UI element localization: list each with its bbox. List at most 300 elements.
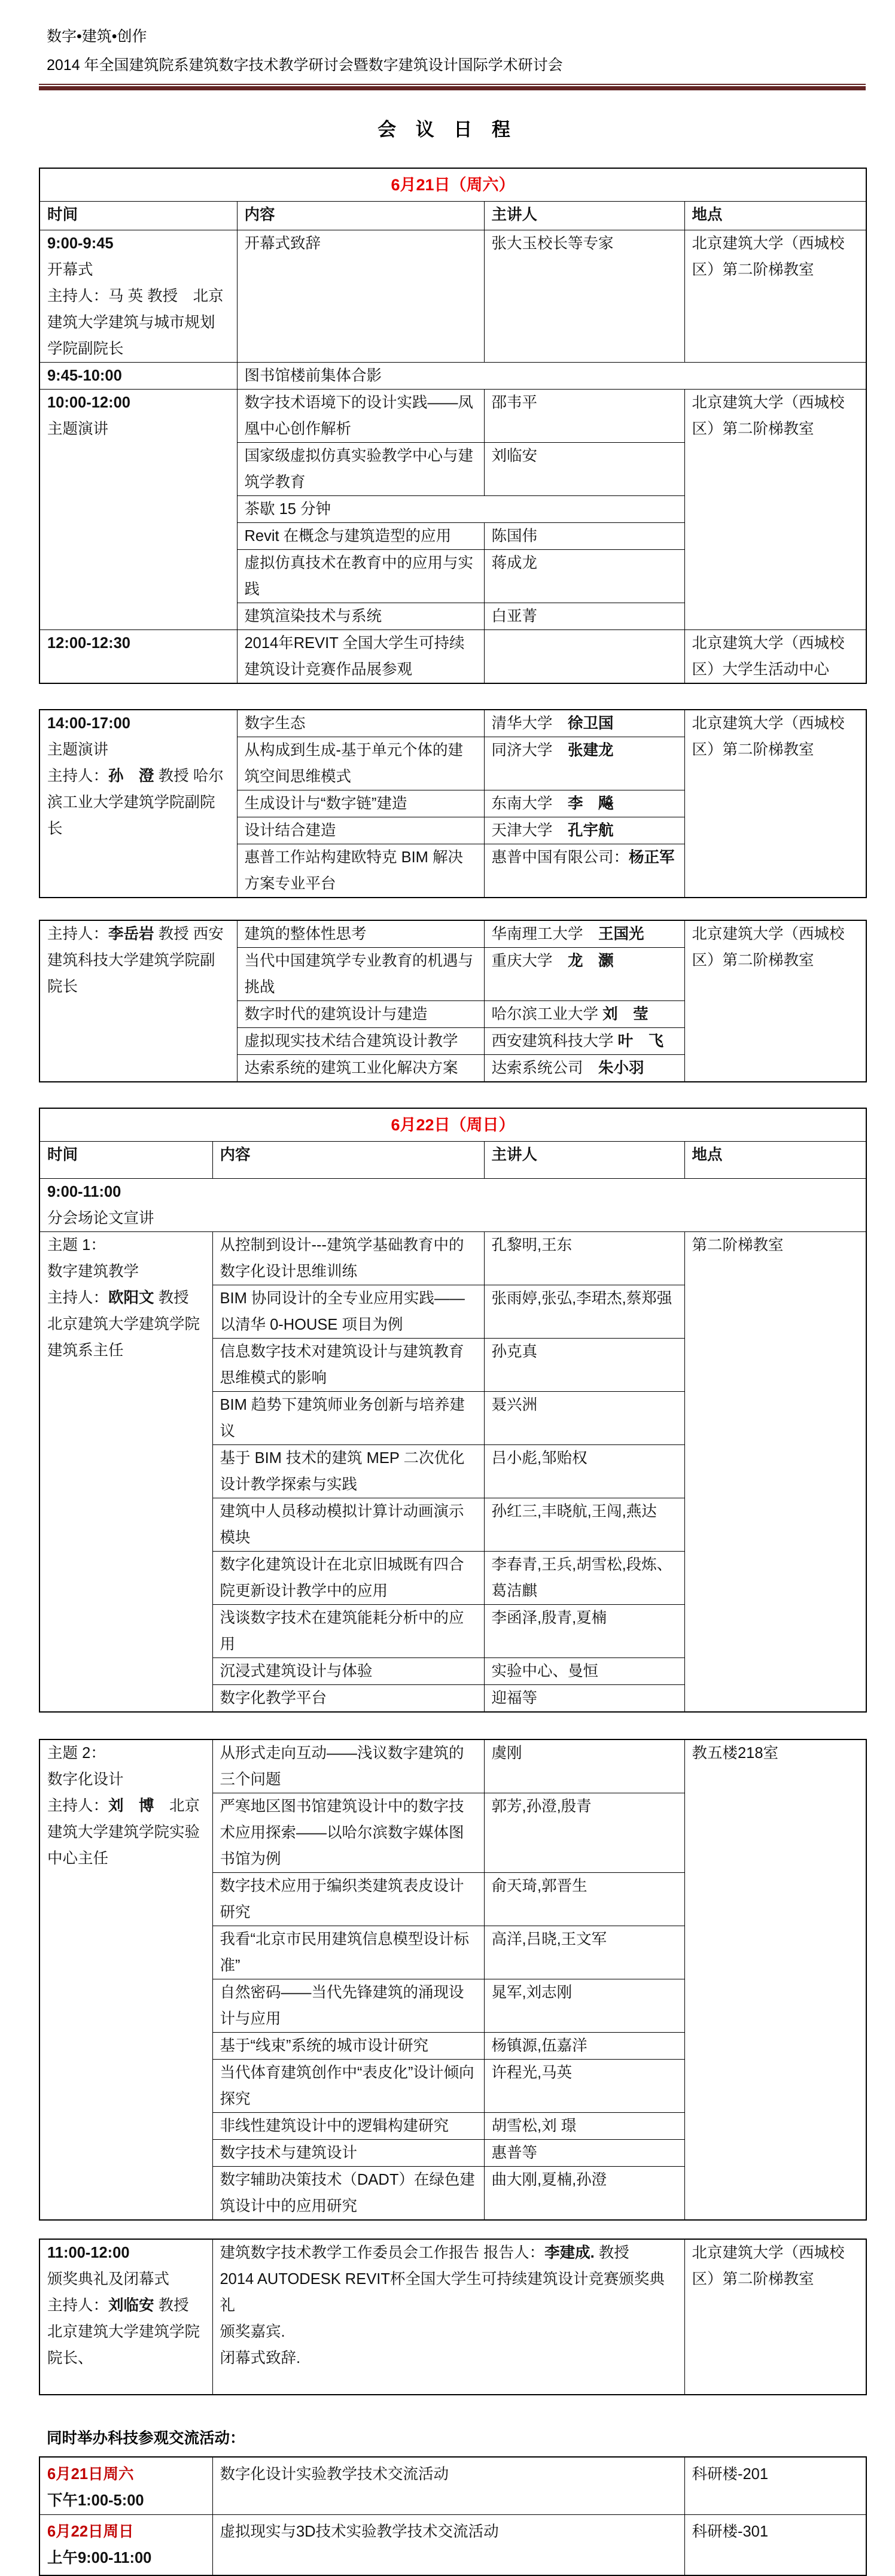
text-segment: 李春青,王兵,胡雪松,段炼、葛洁麒 xyxy=(491,1556,672,1599)
time-cell xyxy=(39,363,237,390)
text-segment: 天津大学 xyxy=(491,822,568,839)
text-segment: 俞天琦,郭晋生 xyxy=(491,1878,587,1894)
text-segment: 李 飚 xyxy=(568,795,614,812)
text-segment: 12:00-12:30 xyxy=(47,635,130,652)
room-cell xyxy=(684,2514,866,2575)
content-cell xyxy=(212,1979,484,2033)
text-segment: 主持人：马 英 教授 北京建筑大学建筑与城市规划学院副院长 xyxy=(47,288,224,357)
text-segment: 时间 xyxy=(47,206,78,223)
text-segment: 徐卫国 xyxy=(568,715,614,732)
paragraph xyxy=(492,1658,677,1684)
text-segment: 开幕式致辞 xyxy=(244,235,321,252)
paragraph xyxy=(492,710,677,737)
paragraph xyxy=(492,1028,677,1054)
text-segment: Revit 在概念与建筑造型的应用 xyxy=(244,528,452,545)
paragraph xyxy=(245,921,477,947)
text-segment: 李建成. xyxy=(544,2245,595,2261)
paragraph xyxy=(492,2113,677,2139)
col-header-content xyxy=(237,202,484,230)
text-segment: 2014年REVIT 全国大学生可持续建筑设计竞赛作品展参观 xyxy=(244,635,465,678)
text-segment: 数字建筑教学 xyxy=(47,1263,139,1280)
text-segment: 主题 2： xyxy=(47,1745,106,1762)
text-segment: 建筑中人员移动模拟计算计动画演示模块 xyxy=(220,1503,464,1546)
text-segment: 龙 灏 xyxy=(568,953,614,969)
paragraph xyxy=(47,2487,205,2514)
paragraph xyxy=(47,416,230,442)
paragraph xyxy=(492,737,677,764)
speaker-cell xyxy=(484,1739,684,1793)
text-segment: 聂兴洲 xyxy=(491,1397,538,1413)
table-row xyxy=(39,1179,866,1232)
paragraph xyxy=(47,1205,859,1231)
text-segment: 当代中国建筑学专业教育的机遇与挑战 xyxy=(244,953,474,996)
paragraph xyxy=(47,283,230,362)
paragraph xyxy=(692,202,859,228)
paragraph xyxy=(220,2461,677,2487)
text-segment: 主持人： xyxy=(47,1289,109,1306)
paragraph xyxy=(47,390,230,416)
speaker-cell xyxy=(484,948,684,1001)
text-segment: 严寒地区图书馆建筑设计中的数字技术应用探索——以哈尔滨数字媒体图书馆为例 xyxy=(220,1798,464,1868)
paragraph xyxy=(692,230,859,283)
speaker-cell xyxy=(484,1445,684,1498)
paragraph xyxy=(220,1658,477,1684)
paragraph xyxy=(692,630,859,683)
speaker-cell xyxy=(484,1285,684,1339)
text-segment: 主讲人 xyxy=(491,1146,538,1163)
paragraph xyxy=(47,2519,205,2545)
text-segment: 清华大学 xyxy=(491,715,568,732)
text-segment: 闭幕式致辞. xyxy=(220,2350,301,2367)
schedule-table-day1-morning xyxy=(39,168,867,684)
content-cell xyxy=(237,737,484,790)
speaker-cell xyxy=(484,710,684,737)
text-segment: 李岳岩 xyxy=(108,926,154,942)
table-row xyxy=(39,1739,866,1793)
content-cell xyxy=(212,1232,484,1285)
content-cell xyxy=(212,1498,484,1552)
text-segment: 从形式走向互动——浅议数字建筑的三个问题 xyxy=(220,1745,464,1788)
speaker-cell xyxy=(484,1605,684,1658)
text-segment: 张雨婷,张弘,李珺杰,蔡郑强 xyxy=(491,1290,672,1307)
paragraph xyxy=(692,2461,859,2487)
paragraph xyxy=(492,1055,677,1081)
content-cell xyxy=(237,230,484,363)
paragraph xyxy=(492,1740,677,1766)
paragraph xyxy=(47,710,230,737)
content-cell xyxy=(212,2167,484,2221)
text-segment: 11:00-12:00 xyxy=(47,2245,130,2261)
time-cell xyxy=(39,2239,212,2395)
text-segment: 基于 BIM 技术的建筑 MEP 二次优化设计教学探索与实践 xyxy=(220,1450,465,1493)
activity-cell xyxy=(212,2457,684,2514)
session-cell xyxy=(39,1179,866,1232)
content-cell xyxy=(237,920,484,948)
speaker-cell xyxy=(484,1979,684,2033)
paragraph xyxy=(492,230,677,257)
text-segment: 邵韦平 xyxy=(491,394,538,411)
paragraph xyxy=(245,363,859,389)
text-segment: 9:45-10:00 xyxy=(47,367,122,384)
text-segment: 惠普中国有限公司： xyxy=(491,849,629,866)
text-segment: 数字化教学平台 xyxy=(220,1690,327,1707)
paragraph xyxy=(245,603,477,629)
time-cell xyxy=(39,630,237,684)
paragraph xyxy=(220,1552,477,1604)
paragraph xyxy=(47,1766,205,1793)
text-segment: 刘 莹 xyxy=(602,1006,649,1023)
content-cell xyxy=(212,2239,684,2395)
paragraph xyxy=(492,390,677,416)
paragraph xyxy=(245,844,477,897)
column-header-row xyxy=(39,202,866,230)
paragraph xyxy=(220,2319,677,2345)
content-cell xyxy=(212,1658,484,1685)
paragraph xyxy=(220,2060,477,2112)
text-segment: 主持人： xyxy=(47,1798,109,1814)
paragraph xyxy=(220,1392,477,1444)
content-cell xyxy=(212,1793,484,1873)
col-header-content xyxy=(212,1142,484,1179)
text-segment: 教授 哈尔滨工业大学建筑学院副院长 xyxy=(47,768,224,837)
paragraph xyxy=(245,523,477,549)
paragraph xyxy=(47,630,230,656)
table-row xyxy=(39,2514,866,2575)
paragraph xyxy=(492,1001,677,1027)
text-segment: 数字技术语境下的设计实践——凤凰中心创作解析 xyxy=(244,394,474,437)
text-segment: 数字化设计 xyxy=(47,1771,124,1788)
text-segment: 内容 xyxy=(220,1146,251,1163)
paragraph xyxy=(692,921,859,974)
content-cell xyxy=(212,1552,484,1605)
speaker-cell xyxy=(484,844,684,898)
paragraph xyxy=(245,948,477,1000)
text-segment: 地点 xyxy=(692,206,723,223)
paragraph xyxy=(692,1142,859,1168)
series-title: 数字•建筑•创作 xyxy=(47,28,147,45)
paragraph xyxy=(220,1873,477,1926)
text-segment: 朱小羽 xyxy=(598,1060,644,1076)
text-segment: 陈国伟 xyxy=(491,528,538,545)
table-row xyxy=(39,710,866,737)
paragraph xyxy=(492,2060,677,2086)
text-segment: 科研楼-201 xyxy=(692,2466,769,2483)
text-segment: 沉浸式建筑设计与体验 xyxy=(220,1663,373,1680)
paragraph xyxy=(245,390,477,442)
table-row xyxy=(39,920,866,948)
paragraph xyxy=(47,1179,859,1205)
paragraph xyxy=(692,2519,859,2545)
content-cell xyxy=(237,710,484,737)
table-row xyxy=(39,2239,866,2395)
text-segment: 6月21日（周六） xyxy=(391,176,515,194)
text-segment: 主持人： xyxy=(47,768,109,784)
paragraph xyxy=(245,443,477,495)
text-segment: 胡雪松,刘 璟 xyxy=(491,2118,577,2134)
paragraph xyxy=(47,2545,205,2571)
schedule-table-day2-closing xyxy=(39,2239,867,2395)
speaker-cell xyxy=(484,1552,684,1605)
side-activities-table-container xyxy=(0,2456,895,2576)
schedule-table-day2-topic2 xyxy=(39,1739,867,2221)
text-segment: 吕小彪,邹贻权 xyxy=(491,1450,587,1467)
text-segment: 6月21日周六 xyxy=(47,2466,134,2483)
paragraph xyxy=(47,2292,205,2371)
text-segment: 数字时代的建筑设计与建造 xyxy=(244,1006,428,1023)
paragraph xyxy=(47,2266,205,2292)
paragraph xyxy=(492,1552,677,1604)
location-cell xyxy=(684,920,866,1082)
text-segment: 数字技术与建筑设计 xyxy=(220,2145,358,2161)
paragraph xyxy=(245,550,477,603)
side-activities-table xyxy=(39,2456,867,2576)
conference-title: 2014 年全国建筑院系建筑数字技术教学研讨会暨数字建筑设计国际学术研讨会 xyxy=(47,57,563,74)
col-header-location xyxy=(684,1142,866,1179)
text-segment: 迎福等 xyxy=(491,1690,538,1707)
table-row xyxy=(39,390,866,443)
paragraph xyxy=(47,921,230,1000)
table-row xyxy=(39,363,866,390)
content-cell xyxy=(212,1873,484,1926)
speaker-cell xyxy=(484,1055,684,1082)
location-cell xyxy=(684,1232,866,1713)
paragraph xyxy=(245,496,677,522)
text-segment: 9:00-11:00 xyxy=(47,1184,121,1200)
col-header-speaker xyxy=(484,1142,684,1179)
text-segment: 欧阳文 xyxy=(108,1289,154,1306)
text-segment: 主题 1： xyxy=(47,1237,106,1254)
content-cell xyxy=(237,1055,484,1082)
text-segment: 从构成到生成-基于单元个体的建筑空间思维模式 xyxy=(244,742,463,785)
paragraph xyxy=(220,1605,477,1657)
paragraph xyxy=(245,790,477,817)
paragraph xyxy=(220,1232,477,1285)
speaker-cell xyxy=(484,2167,684,2221)
schedule-table-day2-main xyxy=(39,1108,867,1713)
content-cell xyxy=(237,603,484,630)
text-segment: 曲大刚,夏楠,孙澄 xyxy=(491,2171,607,2188)
paragraph xyxy=(492,1339,677,1365)
day-header xyxy=(39,1108,866,1142)
table-row xyxy=(39,2457,866,2514)
paragraph xyxy=(220,2140,477,2166)
text-segment: 9:00-9:45 xyxy=(47,235,114,252)
paragraph xyxy=(492,1142,677,1168)
speaker-cell xyxy=(484,1232,684,1285)
text-segment: 数字技术应用于编织类建筑表皮设计研究 xyxy=(220,1878,464,1921)
text-segment: 达索系统公司 xyxy=(491,1060,599,1076)
content-cell xyxy=(212,1339,484,1392)
text-segment: 同济大学 xyxy=(491,742,568,759)
text-segment: 白亚菁 xyxy=(491,608,538,625)
speaker-cell xyxy=(484,790,684,817)
content-cell xyxy=(237,948,484,1001)
text-segment: 建筑渲染技术与系统 xyxy=(244,608,382,625)
content-cell xyxy=(212,1285,484,1339)
text-segment: 6月22日（周日） xyxy=(391,1116,515,1134)
text-segment: 下午1:00-5:00 xyxy=(47,2492,144,2509)
paragraph xyxy=(492,948,677,974)
text-segment: 张大玉校长等专家 xyxy=(491,235,614,252)
text-segment: 刘临安 xyxy=(491,448,538,464)
text-segment: 王国光 xyxy=(598,926,644,942)
schedule-table-day1-session2 xyxy=(39,920,867,1082)
text-segment: 建筑的整体性思考 xyxy=(244,926,367,942)
text-segment: 浅谈数字技术在建筑能耗分析中的应用 xyxy=(220,1610,464,1653)
day-header xyxy=(39,168,866,202)
speaker-cell xyxy=(484,2033,684,2060)
text-segment: 张建龙 xyxy=(568,742,614,759)
speaker-cell xyxy=(484,2060,684,2113)
paragraph xyxy=(492,921,677,947)
column-header-row xyxy=(39,1142,866,1179)
page-title: 会 议 日 程 xyxy=(378,119,517,140)
text-segment: 孔黎明,王东 xyxy=(491,1237,573,1254)
table-row xyxy=(39,230,866,363)
text-segment: 当代体育建筑创作中“表皮化”设计倾向探究 xyxy=(220,2064,474,2107)
text-segment: 教授 北京建筑大学建筑学院院长、 xyxy=(47,2297,205,2367)
text-segment: 晁军,刘志刚 xyxy=(491,1984,573,2001)
time-cell xyxy=(39,1232,212,1713)
text-segment: 虞刚 xyxy=(491,1745,522,1762)
speaker-cell xyxy=(484,1685,684,1713)
speaker-cell xyxy=(484,1658,684,1685)
paragraph xyxy=(220,1740,477,1793)
paragraph xyxy=(220,2113,477,2139)
paragraph xyxy=(245,710,477,737)
side-activities-heading: 同时举办科技参观交流活动： xyxy=(47,2430,245,2447)
text-segment: 华南理工大学 xyxy=(491,926,599,942)
text-segment: 高洋,吕晓,王文军 xyxy=(491,1931,607,1948)
paragraph xyxy=(492,1873,677,1899)
location-cell xyxy=(684,1739,866,2220)
paragraph xyxy=(47,202,230,228)
paragraph xyxy=(492,1285,677,1312)
text-segment: 茶歇 15 分钟 xyxy=(244,501,331,518)
time-cell xyxy=(39,230,237,363)
paragraph xyxy=(245,737,477,790)
paragraph xyxy=(220,2240,677,2266)
text-segment: 第二阶梯教室 xyxy=(692,1237,784,1254)
paragraph xyxy=(245,1001,477,1027)
text-segment: 颁奖典礼及闭幕式 xyxy=(47,2271,170,2288)
text-segment: 北京建筑大学建筑学院实验中心主任 xyxy=(47,1798,200,1867)
paragraph xyxy=(47,2461,205,2487)
speaker-cell xyxy=(484,1926,684,1979)
content-cell xyxy=(212,1392,484,1445)
text-segment: 主讲人 xyxy=(491,206,538,223)
text-segment: BIM 趋势下建筑师业务创新与培养建议 xyxy=(220,1397,465,1440)
paragraph xyxy=(220,2033,477,2059)
col-header-time xyxy=(39,202,237,230)
text-segment: 生成设计与“数字链”建造 xyxy=(244,795,407,812)
text-segment: 北京建筑大学（西城校区）第二阶梯教室 xyxy=(692,715,845,758)
content-cell xyxy=(237,817,484,844)
paragraph xyxy=(245,1028,477,1054)
paragraph xyxy=(220,1979,477,2032)
paragraph xyxy=(220,1339,477,1391)
paragraph xyxy=(492,1232,677,1258)
content-cell xyxy=(237,550,484,603)
paragraph xyxy=(245,1055,477,1081)
text-segment: 北京建筑大学（西城校区）第二阶梯教室 xyxy=(692,235,845,278)
text-segment: 教五楼218室 xyxy=(692,1745,779,1762)
text-segment: 孙克真 xyxy=(491,1343,538,1360)
paragraph xyxy=(220,1285,477,1338)
speaker-cell xyxy=(484,230,684,363)
content-cell xyxy=(237,390,484,443)
text-segment: 主题演讲 xyxy=(47,421,109,437)
paragraph xyxy=(492,603,677,629)
paragraph xyxy=(492,790,677,817)
content-cell xyxy=(237,630,484,684)
paragraph xyxy=(47,363,230,389)
speaker-cell xyxy=(484,817,684,844)
content-cell xyxy=(237,1028,484,1055)
text-segment: 6月22日周日 xyxy=(47,2523,134,2540)
text-segment: 基于“线束”系统的城市设计研究 xyxy=(220,2037,428,2054)
text-segment: 自然密码——当代先锋建筑的涌现设计与应用 xyxy=(220,1984,464,2027)
activity-cell xyxy=(212,2514,684,2575)
day-header-row xyxy=(39,168,866,202)
content-cell xyxy=(237,844,484,898)
text-segment: 主题演讲 xyxy=(47,741,109,758)
text-segment: 北京建筑大学（西城校区）第二阶梯教室 xyxy=(692,926,845,969)
speaker-cell xyxy=(484,1498,684,1552)
paragraph xyxy=(492,2140,677,2166)
table-row xyxy=(39,1232,866,1285)
text-segment: 东南大学 xyxy=(491,795,568,812)
speaker-cell xyxy=(484,2140,684,2167)
text-segment: 刘临安 xyxy=(108,2297,154,2314)
paragraph xyxy=(492,1979,677,2006)
text-segment: 教授 xyxy=(594,2245,629,2261)
content-cell xyxy=(212,1739,484,1793)
text-segment: 开幕式 xyxy=(47,261,93,278)
paragraph xyxy=(47,1142,205,1168)
text-segment: 地点 xyxy=(692,1146,723,1163)
paragraph xyxy=(47,763,230,842)
content-cell xyxy=(212,1605,484,1658)
paragraph xyxy=(47,1258,205,1285)
col-header-speaker xyxy=(484,202,684,230)
paragraph xyxy=(245,630,477,683)
schedule-table-day1-afternoon xyxy=(39,709,867,898)
text-segment: 数字生态 xyxy=(244,715,306,732)
paragraph xyxy=(492,2033,677,2059)
location-cell xyxy=(684,2239,866,2395)
paragraph xyxy=(220,1445,477,1498)
text-segment: 信息数字技术对建筑设计与建筑教育思维模式的影响 xyxy=(220,1343,464,1386)
paragraph xyxy=(220,1142,477,1168)
speaker-cell xyxy=(484,1028,684,1055)
content-cell xyxy=(237,496,684,523)
text-segment: 14:00-17:00 xyxy=(47,715,130,732)
text-segment: 杨正军 xyxy=(629,849,675,866)
speaker-cell xyxy=(484,390,684,443)
text-segment: 建筑数字技术教学工作委员会工作报告 报告人： xyxy=(220,2245,545,2261)
text-segment: 刘 博 xyxy=(108,1798,154,1814)
speaker-cell xyxy=(484,737,684,790)
table-row xyxy=(39,630,866,684)
text-segment: 李函泽,殷青,夏楠 xyxy=(491,1610,607,1626)
paragraph xyxy=(692,390,859,442)
speaker-cell xyxy=(484,1001,684,1028)
text-segment: 数字辅助决策技术（DADT）在绿色建筑设计中的应用研究 xyxy=(220,2171,475,2215)
speaker-cell xyxy=(484,523,684,550)
text-segment: 2014 AUTODESK REVIT杯全国大学生可持续建筑设计竞赛颁奖典礼 xyxy=(220,2271,665,2314)
date-cell xyxy=(39,2457,212,2514)
